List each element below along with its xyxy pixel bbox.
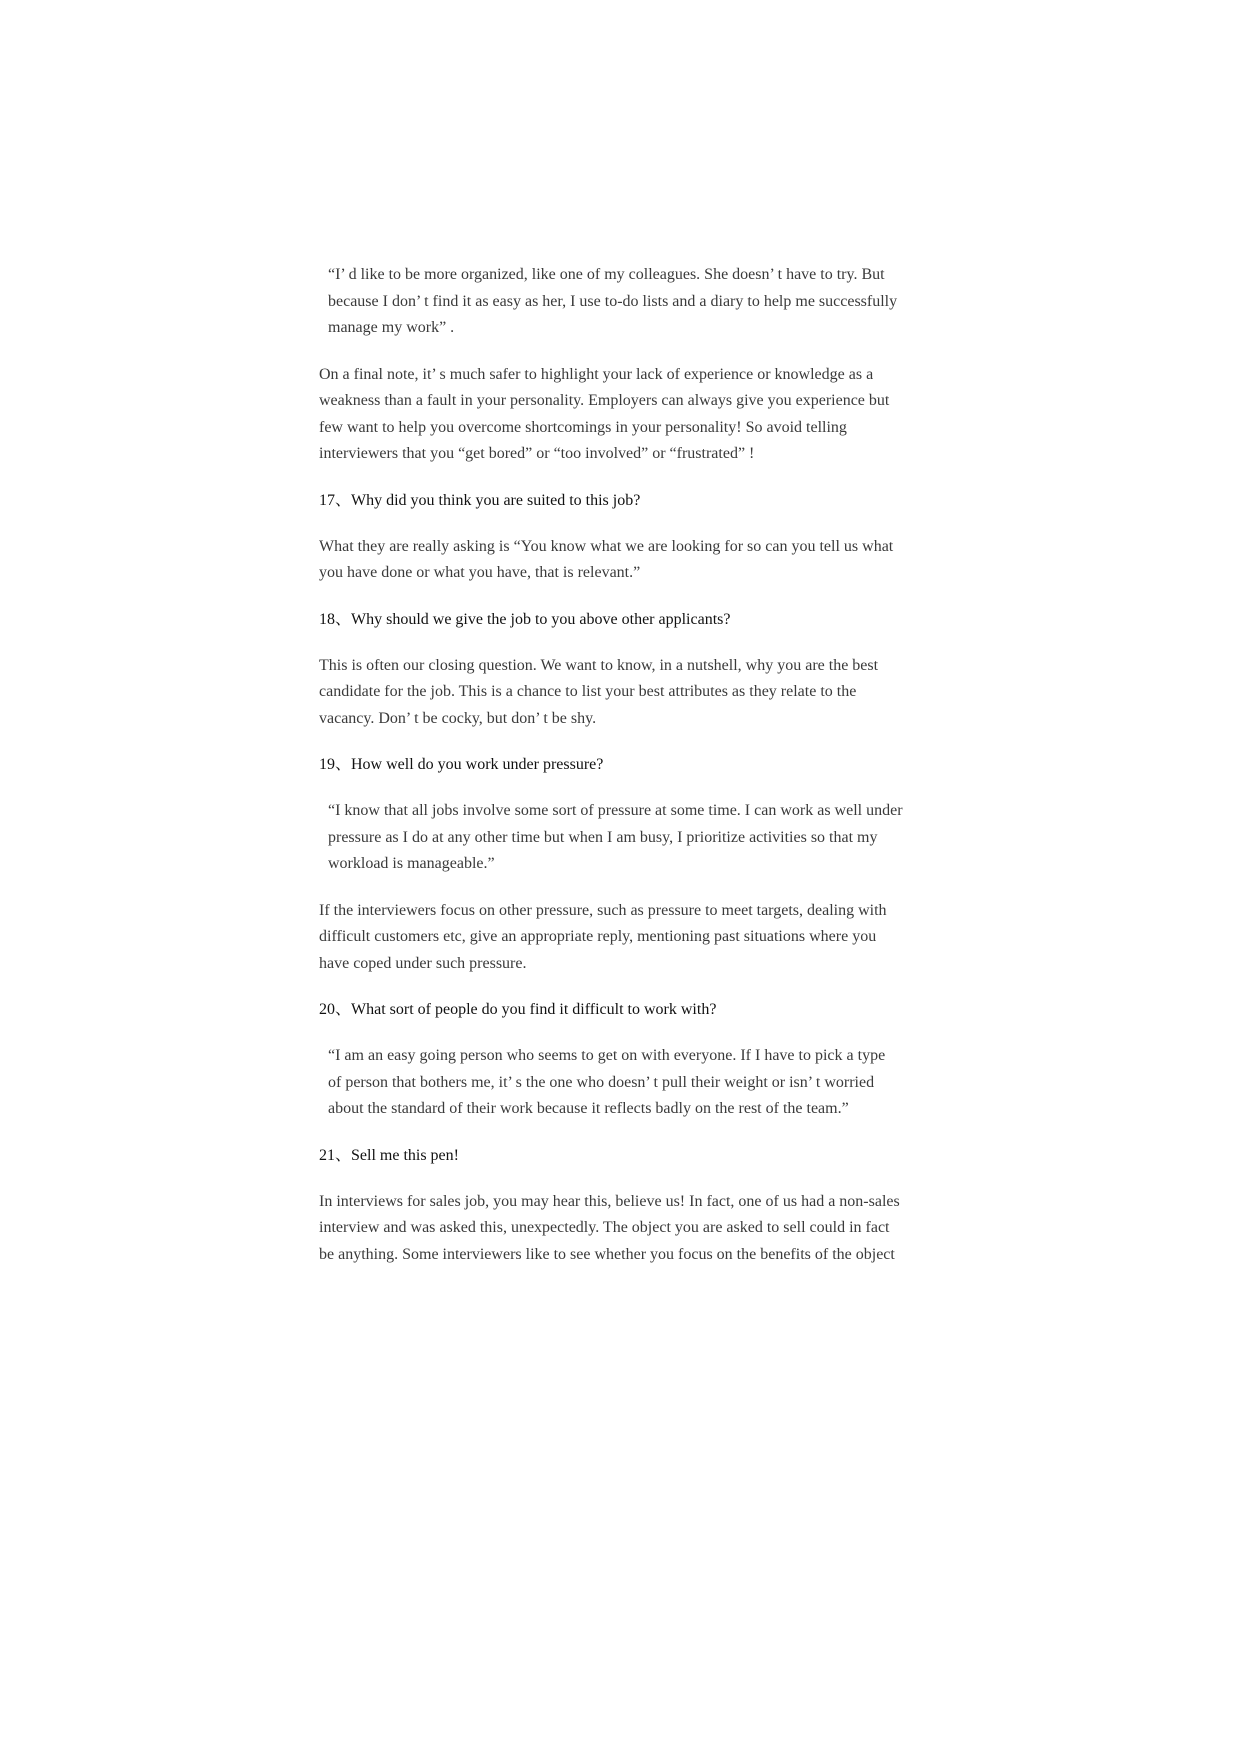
- body-paragraph: [319, 1189, 931, 1269]
- quoted-answer-paragraph: [319, 798, 931, 878]
- paragraph-line: of person that bothers me, it’ s the one who doesn’ t pull their weight or isn’ t worried: [328, 1073, 875, 1091]
- paragraph-line: be anything. Some interviewers like to see whether you focus on the benefits of the object: [319, 1245, 895, 1263]
- paragraph-line: about the standard of their work because it reflects badly on the rest of the team.”: [328, 1100, 849, 1117]
- paragraph-line: have coped under such pressure.: [319, 954, 527, 972]
- paragraph-line: pressure as I do at any other time but when I am busy, I prioritize activities so that my: [328, 828, 878, 846]
- paragraph-line: interviewers that you “get bored” or “too involved” or “frustrated” !: [319, 445, 755, 462]
- paragraph-line: you have done or what you have, that is relevant.”: [319, 564, 641, 581]
- paragraph-line: because I don’ t find it as easy as her, I use to-do lists and a diary to help me successfully: [328, 292, 898, 310]
- body-paragraph: [319, 898, 931, 978]
- question-heading: 18、Why should we give the job to you above other applicants?: [319, 610, 731, 628]
- paragraph-line: difficult customers etc, give an appropriate reply, mentioning past situations where you: [319, 928, 877, 945]
- paragraph-line: “I’ d like to be more organized, like one of my colleagues. She doesn’ t have to try. But: [328, 266, 885, 283]
- paragraph-line: What they are really asking is “You know what we are looking for so can you tell us what: [319, 537, 894, 555]
- question-heading: 17、Why did you think you are suited to this job?: [319, 491, 641, 509]
- paragraph-line: “I am an easy going person who seems to get on with everyone. If I have to pick a type: [328, 1047, 886, 1064]
- paragraph-line: manage my work” .: [328, 319, 455, 336]
- quoted-answer-paragraph: [319, 1043, 931, 1123]
- question-heading: 19、How well do you work under pressure?: [319, 756, 604, 773]
- question-heading: 21、Sell me this pen!: [319, 1146, 459, 1164]
- document-page: [319, 262, 931, 1288]
- paragraph-line: interview and was asked this, unexpectedly. The object you are asked to sell could in fact: [319, 1219, 890, 1236]
- paragraph-line: If the interviewers focus on other pressure, such as pressure to meet targets, dealing with: [319, 901, 887, 919]
- body-paragraph: [319, 653, 931, 733]
- paragraph-line: candidate for the job. This is a chance to list your best attributes as they relate to the: [319, 683, 857, 700]
- body-paragraph: [319, 534, 931, 587]
- quoted-answer-paragraph: [319, 262, 931, 342]
- paragraph-line: few want to help you overcome shortcomings in your personality! So avoid telling: [319, 418, 847, 436]
- paragraph-line: vacancy. Don’ t be cocky, but don’ t be shy.: [319, 709, 597, 727]
- paragraph-line: On a final note, it’ s much safer to highlight your lack of experience or knowledge as a: [319, 365, 874, 383]
- paragraph-line: “I know that all jobs involve some sort of pressure at some time. I can work as well under: [328, 802, 903, 819]
- paragraph-line: This is often our closing question. We want to know, in a nutshell, why you are the best: [319, 656, 879, 674]
- question-heading: 20、What sort of people do you find it difficult to work with?: [319, 1001, 717, 1018]
- paragraph-line: weakness than a fault in your personality. Employers can always give you experience but: [319, 392, 890, 409]
- body-paragraph: [319, 362, 931, 468]
- paragraph-line: In interviews for sales job, you may hear this, believe us! In fact, one of us had a non-sales: [319, 1192, 900, 1210]
- paragraph-line: workload is manageable.”: [328, 855, 495, 872]
